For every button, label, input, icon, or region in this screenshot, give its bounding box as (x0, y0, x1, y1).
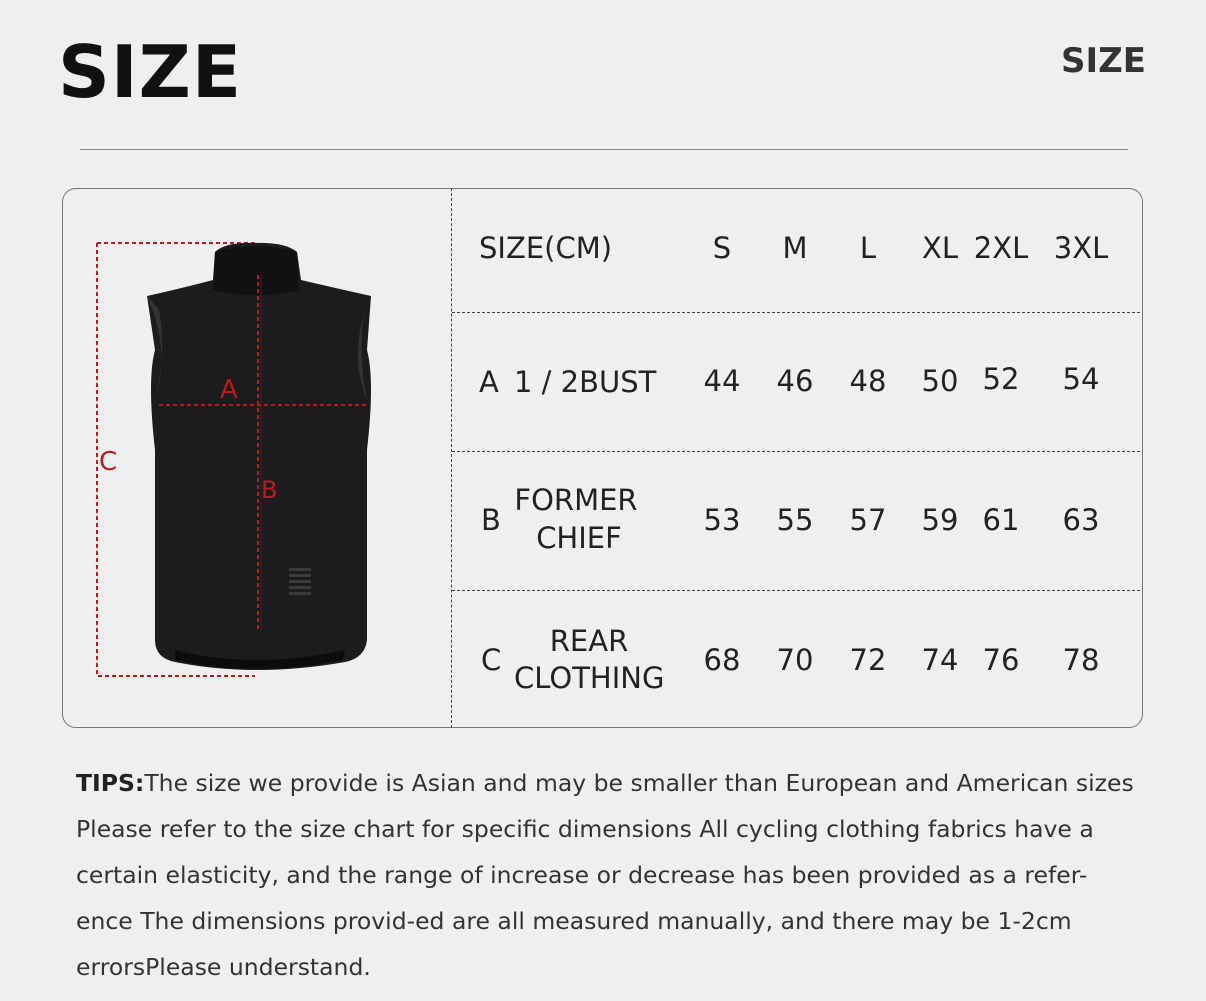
table-cell: 46 (776, 364, 814, 398)
column-divider (451, 188, 452, 728)
size-header: M (782, 231, 808, 265)
table-cell: 61 (982, 503, 1020, 537)
label-c: C (99, 447, 118, 477)
page-title: SIZE (58, 30, 243, 114)
table-cell: 52 (982, 362, 1020, 396)
row-name: FORMER (514, 483, 638, 517)
row-name: 1 / 2BUST (514, 365, 657, 399)
row-divider (452, 451, 1140, 452)
table-cell: 78 (1062, 643, 1100, 677)
table-cell: 70 (776, 643, 814, 677)
table-cell: 53 (703, 503, 741, 537)
vest-illustration (75, 200, 405, 720)
table-cell: 59 (921, 503, 959, 537)
table-cell: 48 (849, 364, 887, 398)
row-divider (452, 312, 1140, 313)
row-name: CHIEF (536, 521, 622, 555)
table-cell: 44 (703, 364, 741, 398)
tips-text: The size we provide is Asian and may be smaller than European and American sizes Please refer to the size chart for specific dimensions All cycling clothing fabrics have a certain elasticity, and the range of increase or decrease has been provided as a refer-ence The dimensions provid-ed are all measured manually, and there may be 1-2cm errorsPlease understand. (76, 769, 1134, 981)
size-header: L (859, 231, 877, 265)
label-b: B (261, 476, 278, 504)
row-letter: C (481, 643, 502, 677)
label-a: A (220, 375, 238, 405)
header-divider (80, 149, 1128, 150)
row-divider (452, 590, 1140, 591)
table-cell: 76 (982, 643, 1020, 677)
row-name: REAR (549, 624, 629, 658)
size-header: 3XL (1053, 231, 1109, 265)
table-cell: 55 (776, 503, 814, 537)
header-size-label: SIZE(CM) (479, 231, 613, 265)
table-cell: 57 (849, 503, 887, 537)
row-name: CLOTHING (514, 661, 665, 695)
table-cell: 50 (921, 364, 959, 398)
tips-paragraph (76, 760, 1136, 990)
size-header: 2XL (973, 231, 1029, 265)
table-cell: 54 (1062, 362, 1100, 396)
table-cell: 72 (849, 643, 887, 677)
table-cell: 63 (1062, 503, 1100, 537)
row-letter: B (481, 503, 501, 537)
table-cell: 68 (703, 643, 741, 677)
tips-label: TIPS: (76, 769, 145, 797)
row-letter: A (479, 365, 499, 399)
size-header: XL (921, 231, 959, 265)
table-cell: 74 (921, 643, 959, 677)
corner-label: SIZE (1060, 41, 1146, 81)
size-header: S (712, 231, 732, 265)
